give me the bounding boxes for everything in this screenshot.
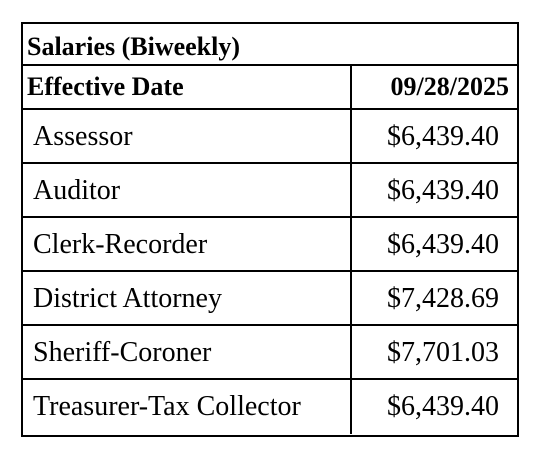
position-cell: Clerk-Recorder [23,218,352,270]
salary-cell: $6,439.40 [387,121,499,152]
salary-cell: $6,439.40 [387,175,499,206]
salary-cell: $6,439.40 [387,229,499,260]
salary-cell: $6,439.40 [387,391,499,422]
table-row [23,164,517,218]
table-row [23,218,517,272]
table-header-row [23,66,517,110]
table-title-row [23,24,517,66]
salary-table [21,22,519,437]
table-row [23,110,517,164]
position-cell: Assessor [23,110,352,162]
position-cell: Sheriff-Coroner [23,326,352,378]
table-row [23,380,517,434]
table-row [23,272,517,326]
salary-cell: $7,428.69 [387,283,499,314]
header-label-cell: Effective Date [23,66,352,108]
header-date-cell: 09/28/2025 [390,72,509,101]
position-cell: Auditor [23,164,352,216]
table-row [23,326,517,380]
salary-cell: $7,701.03 [387,337,499,368]
table-title: Salaries (Biweekly) [27,32,241,61]
position-cell: Treasurer-Tax Collector [23,380,352,434]
position-cell: District Attorney [23,272,352,324]
